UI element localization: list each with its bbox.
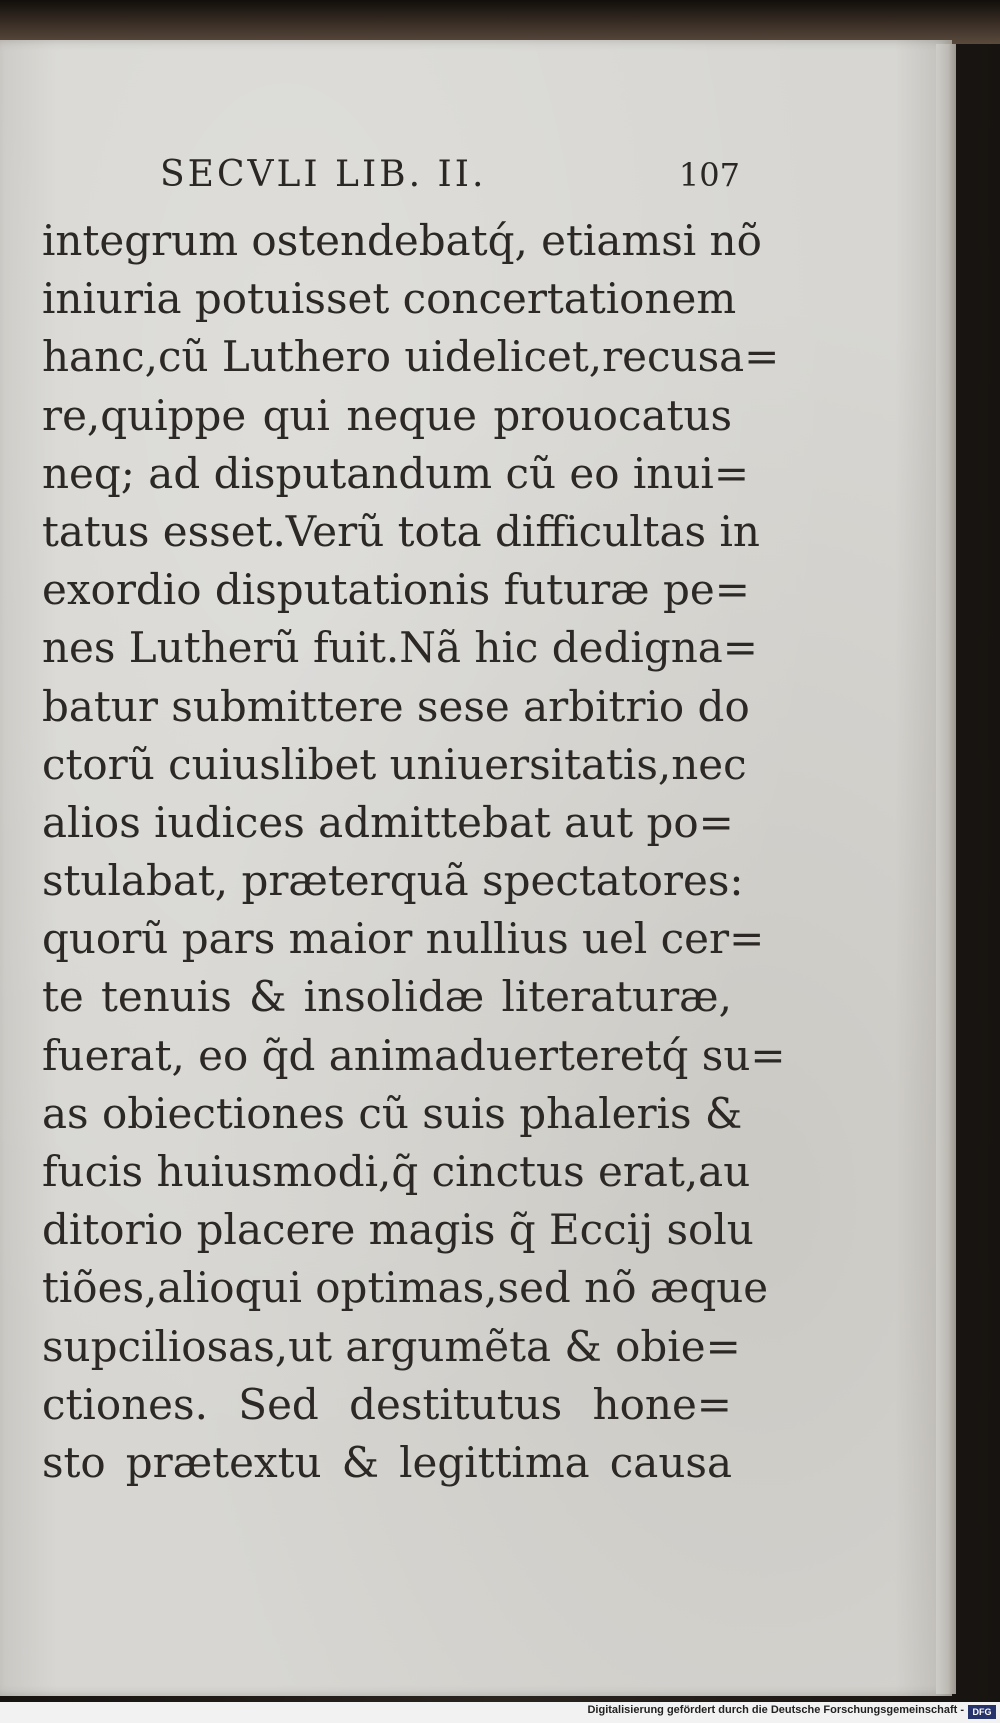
text-line: batur submittere sese arbitrio do xyxy=(42,681,750,731)
text-line: iniuria potuisset concertationem xyxy=(42,274,737,324)
text-line: tiões,alioqui optimas,sed nõ æque xyxy=(42,1263,769,1313)
book-top-edge xyxy=(0,0,1000,44)
text-line: re,quippe qui neque prouocatus xyxy=(42,390,732,440)
text-line: integrum ostendebatq́, etiamsi nõ xyxy=(42,216,762,265)
text-line: sto prætextu & legittima causa xyxy=(42,1437,732,1487)
text-line: alios iudices admittebat aut po= xyxy=(42,797,734,847)
text-line: te tenuis & insolidæ literaturæ, xyxy=(42,972,732,1022)
text-line: ditorio placere magis q̃ Eccij solu xyxy=(42,1205,754,1255)
text-line: hanc,cũ Luthero uidelicet,recusa= xyxy=(42,332,780,382)
text-line: nes Lutherũ fuit.Nã hic dedigna= xyxy=(42,623,758,673)
text-line: fucis huiusmodi,q̃ cinctus erat,au xyxy=(42,1147,751,1196)
text-line: exordio disputationis futuræ pe= xyxy=(42,565,750,615)
digitization-footer xyxy=(0,1702,1000,1723)
text-line: stulabat, præterquã spectatores: xyxy=(42,856,744,906)
text-line: ctiones. Sed destitutus hone= xyxy=(42,1379,732,1429)
text-line: ctorũ cuiuslibet uniuersitatis,nec xyxy=(42,739,747,789)
text-line: quorũ pars maior nullius uel cer= xyxy=(42,914,765,964)
body-text xyxy=(42,212,786,1492)
running-head xyxy=(160,154,740,204)
dfg-logo: DFG xyxy=(968,1705,996,1719)
running-title: SECVLI LIB. II. xyxy=(160,154,487,195)
text-line: fuerat, eo q̃d animaduerteretq́ su= xyxy=(42,1030,786,1080)
page-number: 107 xyxy=(678,156,740,194)
funding-credit: Digitalisierung gefördert durch die Deutsche Forschungsgemeinschaft - xyxy=(587,1704,964,1716)
page-right-edge xyxy=(936,44,956,1694)
text-line: tatus esset.Verũ tota difficultas in xyxy=(42,506,760,556)
text-line: supciliosas,ut argumẽta & obie= xyxy=(42,1321,741,1371)
text-line: as obiectiones cũ suis phaleris & xyxy=(42,1088,743,1138)
text-line: neq; ad disputandum cũ eo inui= xyxy=(42,448,750,498)
